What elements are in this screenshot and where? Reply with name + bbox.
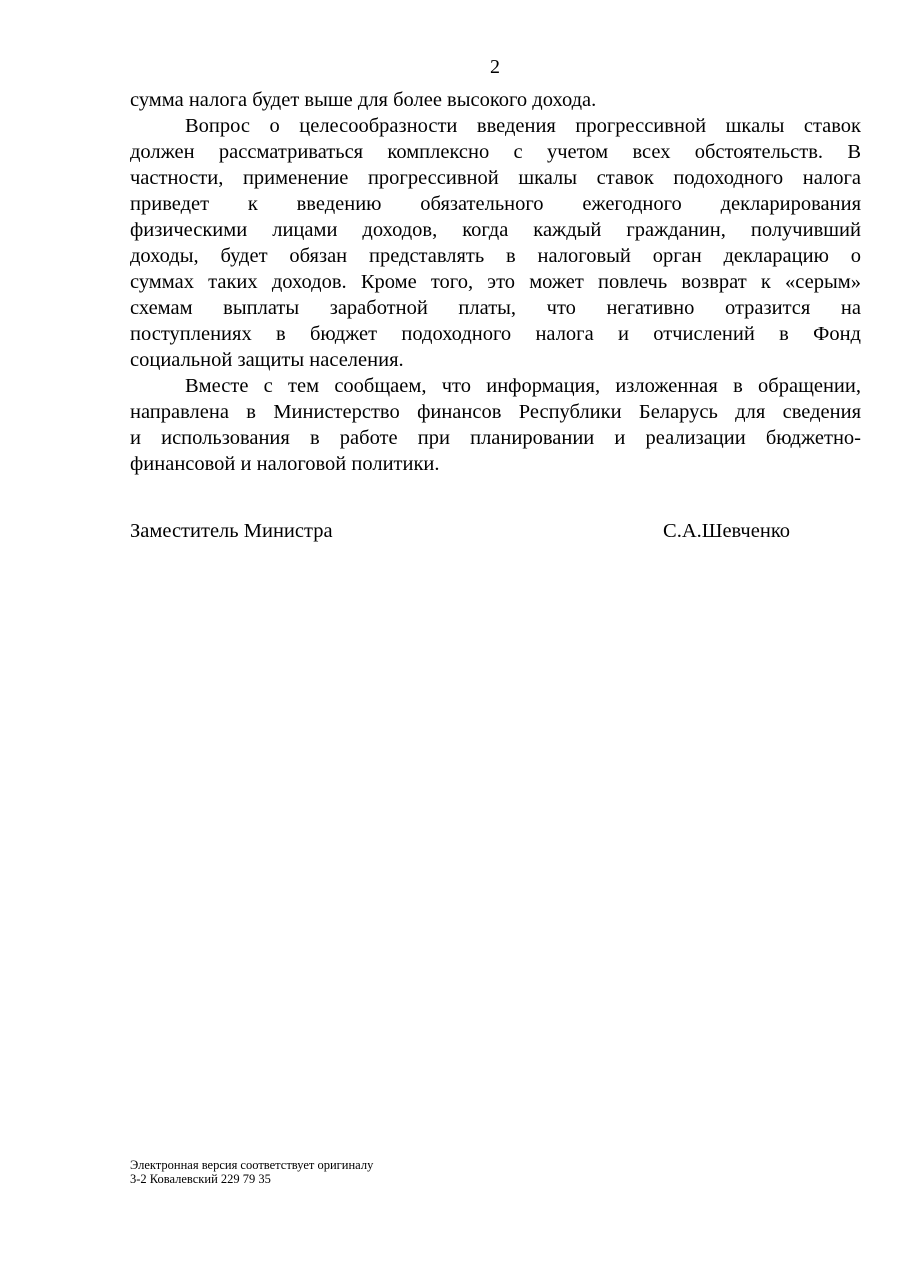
paragraph	[130, 87, 861, 113]
document-body	[130, 87, 861, 477]
text-line: должен рассматриваться комплексно с учетом всех обстоятельств. В	[130, 141, 861, 163]
footer-note	[130, 1158, 373, 1186]
paragraph	[130, 373, 861, 477]
text-line: суммах таких доходов. Кроме того, это может повлечь возврат к «серым»	[130, 271, 861, 293]
text-line: схемам выплаты заработной платы, что негативно отразится на	[130, 297, 861, 319]
text-line: социальной защиты населения.	[130, 349, 404, 371]
text-line: и использования в работе при планировании и реализации бюджетно-	[130, 427, 861, 449]
signatory-position: Заместитель Министра	[130, 520, 333, 542]
signatory-name: С.А.Шевченко	[663, 520, 790, 542]
text-line: поступлениях в бюджет подоходного налога и отчислений в Фонд	[130, 323, 861, 345]
text-line: физическими лицами доходов, когда каждый гражданин, получивший	[130, 219, 861, 241]
text-line: приведет к введению обязательного ежегодного декларирования	[130, 193, 861, 215]
signature-block	[130, 520, 790, 543]
text-line: Вместе с тем сообщаем, что информация, изложенная в обращении,	[185, 375, 861, 397]
text-line: направлена в Министерство финансов Республики Беларусь для сведения	[130, 401, 861, 423]
paragraph	[130, 113, 861, 373]
text-line: доходы, будет обязан представлять в налоговый орган декларацию о	[130, 245, 861, 267]
text-line: финансовой и налоговой политики.	[130, 453, 440, 475]
footer-contact: 3-2 Ковалевский 229 79 35	[130, 1172, 271, 1186]
page-number: 2	[490, 56, 500, 78]
text-line: Вопрос о целесообразности введения прогрессивной шкалы ставок	[185, 115, 861, 137]
text-line: сумма налога будет выше для более высокого дохода.	[130, 89, 597, 111]
footer-electronic-version: Электронная версия соответствует оригиналу	[130, 1158, 374, 1172]
text-line: частности, применение прогрессивной шкалы ставок подоходного налога	[130, 167, 861, 189]
